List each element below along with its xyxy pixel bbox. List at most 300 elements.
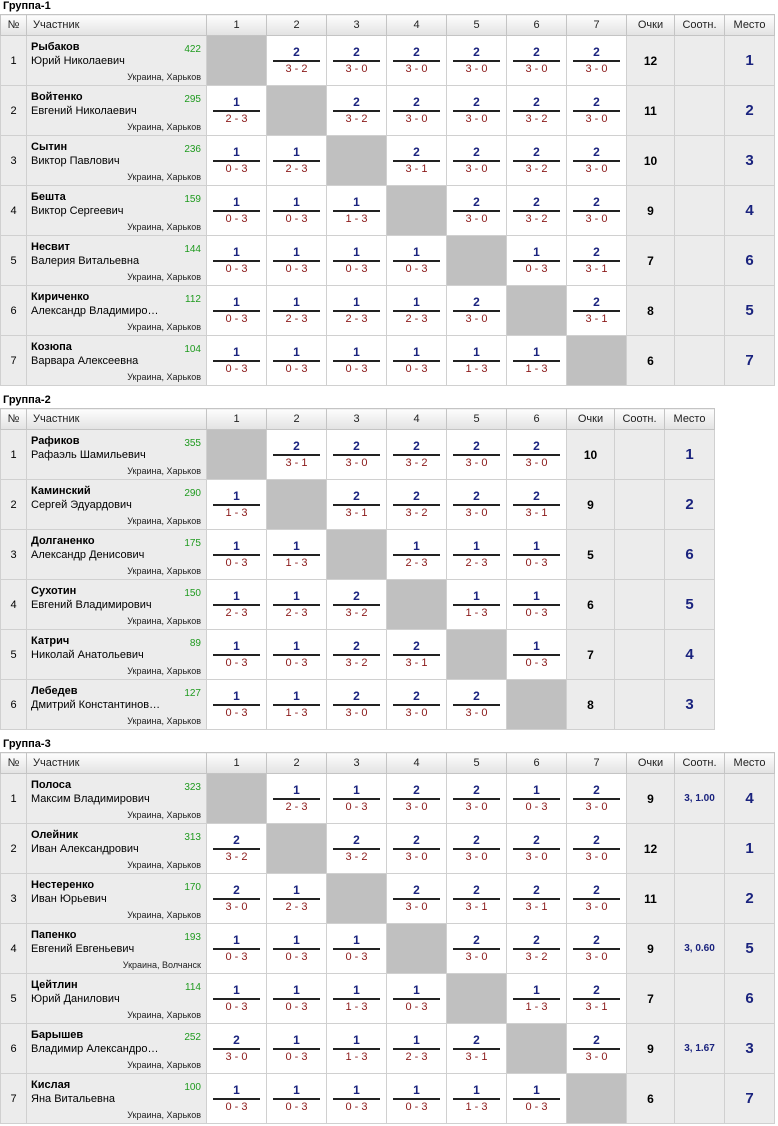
final-place: 1 xyxy=(725,36,775,86)
score-divider xyxy=(213,1048,260,1050)
match-score: 1 - 3 xyxy=(225,507,248,519)
participant-city: Украина, Харьков xyxy=(127,222,201,232)
header-points: Очки xyxy=(627,15,675,36)
match-score: 3 - 0 xyxy=(225,901,248,913)
match-cell[interactable] xyxy=(567,774,627,824)
match-score: 3 - 0 xyxy=(525,851,548,863)
match-cell[interactable] xyxy=(267,974,327,1024)
match-cell[interactable] xyxy=(327,824,387,874)
score-divider xyxy=(513,60,560,62)
match-score: 3 - 2 xyxy=(405,507,428,519)
match-cell[interactable] xyxy=(327,974,387,1024)
match-score: 0 - 3 xyxy=(285,1051,308,1063)
match-cell[interactable] xyxy=(447,86,507,136)
match-points: 1 xyxy=(413,1083,420,1097)
match-score: 1 - 3 xyxy=(465,607,488,619)
match-cell[interactable] xyxy=(387,530,447,580)
match-points: 2 xyxy=(533,95,540,109)
match-score: 0 - 3 xyxy=(225,263,248,275)
match-cell[interactable] xyxy=(447,1074,507,1124)
final-place: 2 xyxy=(725,86,775,136)
match-cell[interactable] xyxy=(327,236,387,286)
match-cell[interactable] xyxy=(447,874,507,924)
match-points: 1 xyxy=(413,295,420,309)
match-cell[interactable] xyxy=(267,680,327,730)
match-cell[interactable] xyxy=(327,924,387,974)
match-cell[interactable] xyxy=(447,1024,507,1074)
match-cell[interactable] xyxy=(327,774,387,824)
row-number: 4 xyxy=(1,924,27,974)
participant-city: Украина, Волчанск xyxy=(122,960,201,970)
participant-city: Украина, Харьков xyxy=(127,516,201,526)
match-points: 2 xyxy=(593,295,600,309)
participant-city: Украина, Харьков xyxy=(127,666,201,676)
row-number: 7 xyxy=(1,336,27,386)
match-cell[interactable] xyxy=(387,36,447,86)
participant-given-name: Иван Юрьевич xyxy=(31,893,107,905)
match-points: 1 xyxy=(293,589,300,603)
match-cell[interactable] xyxy=(327,580,387,630)
header-col-4: 4 xyxy=(387,409,447,430)
match-points: 1 xyxy=(233,195,240,209)
match-cell[interactable] xyxy=(207,480,267,530)
row-number: 3 xyxy=(1,530,27,580)
match-score: 0 - 3 xyxy=(285,657,308,669)
score-divider xyxy=(513,1098,560,1100)
match-cell[interactable] xyxy=(507,136,567,186)
match-cell[interactable] xyxy=(267,186,327,236)
match-cell[interactable] xyxy=(507,36,567,86)
participant-surname[interactable]: Несвит xyxy=(31,241,70,253)
match-cell[interactable] xyxy=(387,1074,447,1124)
match-cell[interactable] xyxy=(387,630,447,680)
match-cell[interactable] xyxy=(267,924,327,974)
participant-surname[interactable]: Войтенко xyxy=(31,91,83,103)
score-divider xyxy=(333,948,380,950)
match-cell[interactable] xyxy=(267,630,327,680)
match-cell[interactable] xyxy=(387,680,447,730)
self-match-cell xyxy=(267,86,327,136)
match-cell[interactable] xyxy=(507,824,567,874)
match-cell[interactable] xyxy=(387,336,447,386)
participant-rating: 422 xyxy=(184,44,201,55)
match-score: 3 - 1 xyxy=(405,163,428,175)
participant-cell xyxy=(27,680,207,730)
tiebreak-ratio xyxy=(675,236,725,286)
match-cell[interactable] xyxy=(267,336,327,386)
match-score: 0 - 3 xyxy=(405,1101,428,1113)
match-cell[interactable] xyxy=(387,136,447,186)
match-cell[interactable] xyxy=(207,680,267,730)
match-points: 2 xyxy=(353,639,360,653)
table-row xyxy=(1,1024,775,1074)
header-participant: Участник xyxy=(27,15,207,36)
participant-given-name: Иван Александрович xyxy=(31,843,139,855)
match-cell[interactable] xyxy=(207,824,267,874)
match-score: 1 - 3 xyxy=(345,1051,368,1063)
final-place: 5 xyxy=(725,286,775,336)
match-cell[interactable] xyxy=(567,286,627,336)
match-cell[interactable] xyxy=(267,136,327,186)
score-divider xyxy=(453,110,500,112)
match-cell[interactable] xyxy=(207,136,267,186)
score-divider xyxy=(333,260,380,262)
match-cell[interactable] xyxy=(267,236,327,286)
match-cell[interactable] xyxy=(267,286,327,336)
match-cell[interactable] xyxy=(507,974,567,1024)
match-cell[interactable] xyxy=(507,186,567,236)
match-cell[interactable] xyxy=(387,974,447,1024)
match-cell[interactable] xyxy=(387,480,447,530)
match-cell[interactable] xyxy=(387,774,447,824)
participant-rating: 159 xyxy=(184,194,201,205)
match-score: 3 - 2 xyxy=(525,113,548,125)
match-cell[interactable] xyxy=(327,186,387,236)
match-points: 1 xyxy=(233,689,240,703)
tiebreak-ratio xyxy=(615,480,665,530)
match-cell[interactable] xyxy=(507,236,567,286)
match-points: 1 xyxy=(533,1083,540,1097)
table-row xyxy=(1,480,715,530)
match-points: 1 xyxy=(353,783,360,797)
match-score: 0 - 3 xyxy=(525,263,548,275)
match-score: 0 - 3 xyxy=(525,1101,548,1113)
match-score: 3 - 2 xyxy=(525,951,548,963)
match-points: 1 xyxy=(473,539,480,553)
match-score: 1 - 3 xyxy=(465,1101,488,1113)
participant-cell xyxy=(27,1074,207,1124)
participant-surname[interactable]: Сухотин xyxy=(31,585,77,597)
score-divider xyxy=(453,310,500,312)
participant-cell xyxy=(27,580,207,630)
header-ratio: Соотн. xyxy=(675,15,725,36)
participant-surname[interactable]: Полоса xyxy=(31,779,72,791)
participant-surname[interactable]: Бешта xyxy=(31,191,66,203)
participant-cell xyxy=(27,530,207,580)
match-cell[interactable] xyxy=(267,874,327,924)
match-cell[interactable] xyxy=(507,924,567,974)
match-cell[interactable] xyxy=(567,974,627,1024)
participant-rating: 252 xyxy=(184,1032,201,1043)
participant-surname[interactable]: Долганенко xyxy=(31,535,95,547)
table-row xyxy=(1,774,775,824)
group-3-section xyxy=(0,738,775,1124)
match-cell[interactable] xyxy=(507,1074,567,1124)
match-cell[interactable] xyxy=(327,1074,387,1124)
score-divider xyxy=(213,210,260,212)
match-points: 2 xyxy=(533,489,540,503)
match-cell[interactable] xyxy=(447,824,507,874)
match-cell[interactable] xyxy=(267,530,327,580)
score-divider xyxy=(333,1098,380,1100)
match-points: 2 xyxy=(233,883,240,897)
tiebreak-ratio xyxy=(675,336,725,386)
match-cell[interactable] xyxy=(507,630,567,680)
match-score: 0 - 3 xyxy=(345,363,368,375)
participant-city: Украина, Харьков xyxy=(127,810,201,820)
match-cell[interactable] xyxy=(447,430,507,480)
participant-given-name: Сергей Эдуардович xyxy=(31,499,132,511)
match-points: 1 xyxy=(233,1083,240,1097)
match-cell[interactable] xyxy=(207,1024,267,1074)
match-cell[interactable] xyxy=(207,580,267,630)
match-cell[interactable] xyxy=(207,530,267,580)
match-cell[interactable] xyxy=(207,924,267,974)
match-points: 1 xyxy=(233,983,240,997)
header-col-1: 1 xyxy=(207,409,267,430)
score-divider xyxy=(273,210,320,212)
row-number: 6 xyxy=(1,680,27,730)
participant-city: Украина, Харьков xyxy=(127,466,201,476)
match-cell[interactable] xyxy=(567,36,627,86)
self-match-cell xyxy=(507,286,567,336)
score-divider xyxy=(213,948,260,950)
participant-rating: 295 xyxy=(184,94,201,105)
match-cell[interactable] xyxy=(387,86,447,136)
participant-surname[interactable]: Нестеренко xyxy=(31,879,95,891)
match-score: 3 - 0 xyxy=(465,313,488,325)
match-cell[interactable] xyxy=(507,86,567,136)
match-cell[interactable] xyxy=(267,36,327,86)
match-score: 3 - 0 xyxy=(405,63,428,75)
match-cell[interactable] xyxy=(447,336,507,386)
final-place: 4 xyxy=(725,774,775,824)
match-cell[interactable] xyxy=(507,580,567,630)
participant-given-name: Юрий Данилович xyxy=(31,993,120,1005)
participant-surname[interactable]: Лебедев xyxy=(31,685,78,697)
score-divider xyxy=(333,654,380,656)
match-cell[interactable] xyxy=(267,774,327,824)
participant-surname[interactable]: Каминский xyxy=(31,485,91,497)
match-cell[interactable] xyxy=(447,774,507,824)
match-cell[interactable] xyxy=(447,480,507,530)
match-score: 3 - 0 xyxy=(525,63,548,75)
table-row xyxy=(1,1074,775,1124)
participant-surname[interactable]: Катрич xyxy=(31,635,70,647)
match-cell[interactable] xyxy=(447,924,507,974)
match-cell[interactable] xyxy=(327,430,387,480)
match-cell[interactable] xyxy=(447,680,507,730)
match-cell[interactable] xyxy=(567,924,627,974)
header-col-5: 5 xyxy=(447,15,507,36)
score-divider xyxy=(513,210,560,212)
match-cell[interactable] xyxy=(567,136,627,186)
match-score: 0 - 3 xyxy=(285,1101,308,1113)
participant-surname[interactable]: Барышев xyxy=(31,1029,84,1041)
match-cell[interactable] xyxy=(267,1024,327,1074)
match-cell[interactable] xyxy=(207,974,267,1024)
score-divider xyxy=(393,654,440,656)
match-points: 1 xyxy=(533,589,540,603)
participant-given-name: Валерия Витальевна xyxy=(31,255,140,267)
score-divider xyxy=(573,1048,620,1050)
match-score: 3 - 0 xyxy=(465,951,488,963)
self-match-cell xyxy=(387,580,447,630)
participant-surname[interactable]: Рафиков xyxy=(31,435,80,447)
participant-city: Украина, Харьков xyxy=(127,1010,201,1020)
match-cell[interactable] xyxy=(447,580,507,630)
participant-surname[interactable]: Цейтлин xyxy=(31,979,78,991)
match-cell[interactable] xyxy=(567,236,627,286)
participant-surname[interactable]: Сытин xyxy=(31,141,68,153)
row-number: 1 xyxy=(1,774,27,824)
match-score: 3 - 2 xyxy=(345,657,368,669)
score-divider xyxy=(213,310,260,312)
match-cell[interactable] xyxy=(507,874,567,924)
match-cell[interactable] xyxy=(207,86,267,136)
tiebreak-ratio xyxy=(615,580,665,630)
final-place: 6 xyxy=(725,974,775,1024)
final-place: 5 xyxy=(725,924,775,974)
match-points: 2 xyxy=(473,933,480,947)
match-points: 2 xyxy=(413,833,420,847)
match-score: 3 - 2 xyxy=(225,851,248,863)
row-number: 7 xyxy=(1,1074,27,1124)
score-divider xyxy=(453,604,500,606)
participant-rating: 313 xyxy=(184,832,201,843)
score-divider xyxy=(333,998,380,1000)
header-no: № xyxy=(1,753,27,774)
match-score: 1 - 3 xyxy=(345,213,368,225)
match-score: 3 - 0 xyxy=(525,457,548,469)
match-cell[interactable] xyxy=(387,874,447,924)
match-cell[interactable] xyxy=(327,286,387,336)
match-cell[interactable] xyxy=(267,430,327,480)
score-divider xyxy=(213,260,260,262)
table-row xyxy=(1,36,775,86)
match-points: 2 xyxy=(473,295,480,309)
header-col-2: 2 xyxy=(267,15,327,36)
match-cell[interactable] xyxy=(567,86,627,136)
score-divider xyxy=(273,160,320,162)
match-cell[interactable] xyxy=(447,286,507,336)
match-cell[interactable] xyxy=(327,336,387,386)
match-cell[interactable] xyxy=(507,774,567,824)
participant-surname[interactable]: Кириченко xyxy=(31,291,90,303)
match-score: 0 - 3 xyxy=(285,213,308,225)
match-cell[interactable] xyxy=(447,186,507,236)
participant-city: Украина, Харьков xyxy=(127,122,201,132)
match-score: 3 - 0 xyxy=(465,63,488,75)
score-divider xyxy=(573,160,620,162)
match-cell[interactable] xyxy=(387,824,447,874)
match-cell[interactable] xyxy=(567,824,627,874)
header-ratio: Соотн. xyxy=(615,409,665,430)
match-points: 2 xyxy=(413,689,420,703)
match-cell[interactable] xyxy=(507,480,567,530)
score-divider xyxy=(453,848,500,850)
match-cell[interactable] xyxy=(447,36,507,86)
match-cell[interactable] xyxy=(507,530,567,580)
total-points: 8 xyxy=(627,286,675,336)
row-number: 1 xyxy=(1,36,27,86)
match-score: 3 - 1 xyxy=(285,457,308,469)
match-cell[interactable] xyxy=(327,630,387,680)
match-cell[interactable] xyxy=(507,336,567,386)
match-score: 3 - 1 xyxy=(585,263,608,275)
participant-cell xyxy=(27,1024,207,1074)
match-score: 2 - 3 xyxy=(225,113,248,125)
match-cell[interactable] xyxy=(327,480,387,530)
participant-rating: 175 xyxy=(184,538,201,549)
match-cell[interactable] xyxy=(207,874,267,924)
match-score: 0 - 3 xyxy=(225,163,248,175)
score-divider xyxy=(213,360,260,362)
match-cell[interactable] xyxy=(567,874,627,924)
match-score: 0 - 3 xyxy=(345,1101,368,1113)
match-cell[interactable] xyxy=(387,286,447,336)
match-score: 0 - 3 xyxy=(405,1001,428,1013)
match-points: 1 xyxy=(353,245,360,259)
header-col-3: 3 xyxy=(327,753,387,774)
match-score: 0 - 3 xyxy=(405,263,428,275)
match-cell[interactable] xyxy=(387,430,447,480)
participant-surname[interactable]: Рыбаков xyxy=(31,41,80,53)
match-score: 3 - 1 xyxy=(585,1001,608,1013)
participant-surname[interactable]: Кислая xyxy=(31,1079,71,1091)
match-cell[interactable] xyxy=(327,86,387,136)
match-points: 1 xyxy=(413,1033,420,1047)
participant-city: Украина, Харьков xyxy=(127,272,201,282)
match-score: 2 - 3 xyxy=(465,557,488,569)
match-cell[interactable] xyxy=(447,136,507,186)
tiebreak-ratio xyxy=(675,974,725,1024)
match-cell[interactable] xyxy=(207,336,267,386)
self-match-cell xyxy=(207,36,267,86)
participant-cell xyxy=(27,86,207,136)
match-cell[interactable] xyxy=(567,1024,627,1074)
match-score: 3 - 0 xyxy=(465,507,488,519)
total-points: 7 xyxy=(627,236,675,286)
match-cell[interactable] xyxy=(387,1024,447,1074)
participant-rating: 193 xyxy=(184,932,201,943)
match-cell[interactable] xyxy=(207,1074,267,1124)
header-col-2: 2 xyxy=(267,753,327,774)
match-cell[interactable] xyxy=(567,186,627,236)
match-score: 1 - 3 xyxy=(285,707,308,719)
match-cell[interactable] xyxy=(207,186,267,236)
match-score: 3 - 1 xyxy=(405,657,428,669)
participant-surname[interactable]: Папенко xyxy=(31,929,77,941)
score-divider xyxy=(273,604,320,606)
match-points: 1 xyxy=(293,639,300,653)
match-cell[interactable] xyxy=(327,680,387,730)
match-cell[interactable] xyxy=(267,580,327,630)
match-points: 2 xyxy=(353,689,360,703)
participant-rating: 236 xyxy=(184,144,201,155)
participant-surname[interactable]: Козюпа xyxy=(31,341,72,353)
row-number: 1 xyxy=(1,430,27,480)
match-cell[interactable] xyxy=(207,236,267,286)
participant-rating: 112 xyxy=(185,294,201,305)
match-points: 1 xyxy=(353,933,360,947)
match-cell[interactable] xyxy=(327,36,387,86)
participant-surname[interactable]: Олейник xyxy=(31,829,79,841)
match-points: 2 xyxy=(413,489,420,503)
match-cell[interactable] xyxy=(267,1074,327,1124)
header-participant: Участник xyxy=(27,409,207,430)
header-col-2: 2 xyxy=(267,409,327,430)
match-cell[interactable] xyxy=(447,530,507,580)
match-cell[interactable] xyxy=(207,630,267,680)
match-score: 0 - 3 xyxy=(225,363,248,375)
match-points: 1 xyxy=(293,933,300,947)
match-cell[interactable] xyxy=(327,1024,387,1074)
match-cell[interactable] xyxy=(507,430,567,480)
header-place: Место xyxy=(665,409,715,430)
match-cell[interactable] xyxy=(207,286,267,336)
match-cell[interactable] xyxy=(387,236,447,286)
